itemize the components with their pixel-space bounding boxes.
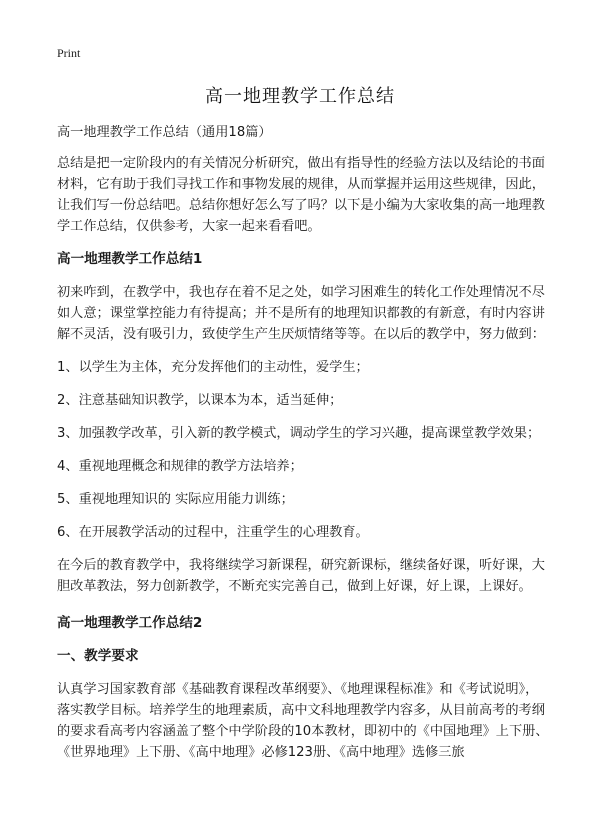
section-1-opening: 初来咋到，在教学中，我也存在着不足之处，如学习困难生的转化工作处理情况不尽如人意；课堂掌控能力有待提高；并不是所有的地理知识都教的有新意，有时内容讲解不灵活，没有吸引力，致使学生产生厌烦情绪等等。在以后的教学中，努力做到： xyxy=(57,285,545,342)
section-1-item-4: 4、重视地理概念和规律的教学方法培养； xyxy=(57,459,303,474)
section-1-item-6: 6、在开展教学活动的过程中，注重学生的心理教育。 xyxy=(57,525,369,540)
section-1-item-2: 2、注意基础知识教学，以课本为本，适当延伸； xyxy=(57,393,343,408)
page-title: 高一地理教学工作总结 xyxy=(205,86,395,107)
section-1-item-1: 1、以学生为主体，充分发挥他们的主动性，爱学生； xyxy=(57,360,369,375)
section-2-subheading: 一、教学要求 xyxy=(57,648,139,664)
document-body xyxy=(57,122,549,775)
section-2-body: 认真学习国家教育部《基础教育课程改革纲要》、《地理课程标准》和《考试说明》，落实教学目标。培养学生的地理素质，高中文科地理教学内容多，从目前高考的考纲的要求看高考内容涵盖了整个中学阶段的10本教材，即初中的《中国地理》上下册、《世界地理》上下册、《高中地理》必修123册、《高中地理》选修三旅 xyxy=(57,682,549,760)
section-1-item-3: 3、加强教学改革，引入新的教学模式，调动学生的学习兴趣，提高课堂教学效果； xyxy=(57,426,541,441)
section-1-heading: 高一地理教学工作总结1 xyxy=(57,251,203,267)
section-2-heading: 高一地理教学工作总结2 xyxy=(57,615,203,631)
document-subtitle: 高一地理教学工作总结（通用18篇） xyxy=(57,125,272,140)
intro-paragraph: 总结是把一定阶段内的有关情况分析研究，做出有指导性的经验方法以及结论的书面材料，它有助于我们寻找工作和事物发展的规律，从而掌握并运用这些规律，因此，让我们写一份总结吧。总结你想好怎么写了吗？以下是小编为大家收集的高一地理教学工作总结，仅供参考，大家一起来看看吧。 xyxy=(57,156,545,234)
section-1-closing: 在今后的教育教学中，我将继续学习新课程，研究新课标，继续备好课，听好课，大胆改革教法，努力创新教学，不断充实完善自己，做到上好课，好上课，上课好。 xyxy=(57,558,545,594)
section-1-item-5: 5、重视地理知识的 实际应用能力训练； xyxy=(57,492,294,507)
print-label: Print xyxy=(57,46,81,60)
